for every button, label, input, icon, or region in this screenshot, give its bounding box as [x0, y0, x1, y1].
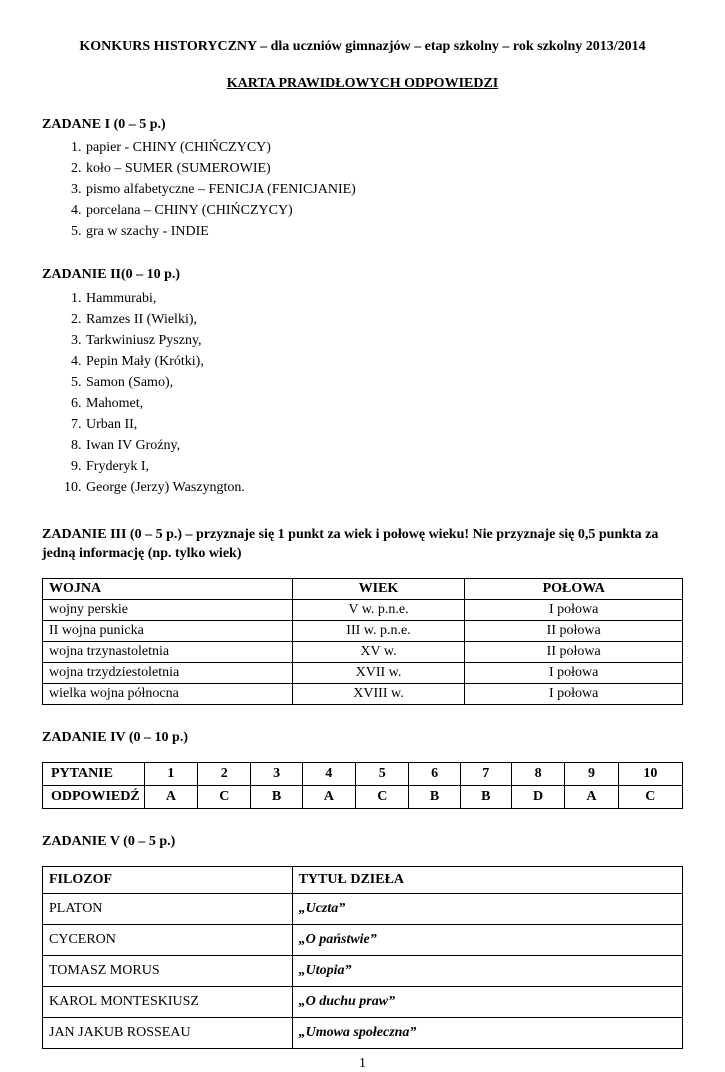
- list-item: 8. Iwan IV Groźny,: [85, 435, 683, 456]
- task3-heading: ZADANIE III (0 – 5 p.) – przyznaje się 1 punkt za wiek i połowę wieku! Nie przyznaje się 0,5 punkta za jedną informację (np. tylko wiek): [42, 527, 659, 562]
- table-header-cell: WIEK: [292, 579, 465, 600]
- table-cell: „Uczta”: [292, 893, 682, 924]
- table-row: [43, 1017, 683, 1048]
- table-row: [43, 785, 683, 808]
- list-item: 2. Ramzes II (Wielki),: [85, 309, 683, 330]
- table-row: [43, 986, 683, 1017]
- table-header-cell: TYTUŁ DZIEŁA: [292, 866, 682, 893]
- table-cell: I połowa: [465, 600, 683, 621]
- table-cell: wielka wojna północna: [43, 684, 293, 705]
- table-cell: I połowa: [465, 684, 683, 705]
- table-cell: 9: [565, 762, 618, 785]
- table-cell: XV w.: [292, 642, 465, 663]
- table-cell: B: [460, 785, 511, 808]
- table-cell: C: [618, 785, 682, 808]
- list-item: 7. Urban II,: [85, 414, 683, 435]
- table-row: [43, 684, 683, 705]
- table-cell: „Utopia”: [292, 955, 682, 986]
- table-cell: A: [302, 785, 355, 808]
- task2-heading: ZADANIE II(0 – 10 p.): [42, 267, 181, 283]
- table-cell: C: [198, 785, 251, 808]
- task5-section: [42, 833, 683, 1049]
- task1-heading: ZADANE I (0 – 5 p.): [42, 116, 166, 132]
- task5-heading: ZADANIE V (0 – 5 p.): [42, 833, 176, 849]
- table-row: [43, 642, 683, 663]
- table-cell: „O duchu praw”: [292, 986, 682, 1017]
- task4-heading: ZADANIE IV (0 – 10 p.): [42, 730, 188, 746]
- table-row: [43, 955, 683, 986]
- philosophers-table: [42, 866, 683, 1049]
- table-row: [43, 663, 683, 684]
- table-cell: A: [144, 785, 197, 808]
- table-cell: „O państwie”: [292, 924, 682, 955]
- table-row: [43, 762, 683, 785]
- table-cell: PLATON: [43, 893, 293, 924]
- table-cell: 4: [302, 762, 355, 785]
- table-cell: wojna trzynastoletnia: [43, 642, 293, 663]
- task1-section: [42, 116, 683, 243]
- table-header-cell: PYTANIE: [43, 762, 145, 785]
- table-cell: wojny perskie: [43, 600, 293, 621]
- table-cell: I połowa: [465, 663, 683, 684]
- list-item: 4. porcelana – CHINY (CHIŃCZYCY): [85, 200, 683, 221]
- table-cell: TOMASZ MORUS: [43, 955, 293, 986]
- list-item: 1. Hammurabi,: [85, 288, 683, 309]
- table-cell: „Umowa społeczna”: [292, 1017, 682, 1048]
- table-cell: 3: [251, 762, 302, 785]
- table-header-cell: WOJNA: [43, 579, 293, 600]
- list-item: 5. gra w szachy - INDIE: [85, 221, 683, 242]
- table-header-cell: POŁOWA: [465, 579, 683, 600]
- list-item: 3. pismo alfabetyczne – FENICJA (FENICJANIE): [85, 179, 683, 200]
- table-cell: C: [356, 785, 409, 808]
- table-header-row: [43, 579, 683, 600]
- table-cell: V w. p.n.e.: [292, 600, 465, 621]
- page-number: 1: [359, 1055, 366, 1071]
- task3-section: [42, 526, 683, 705]
- table-cell: KAROL MONTESKIUSZ: [43, 986, 293, 1017]
- table-header-cell: FILOZOF: [43, 866, 293, 893]
- table-cell: CYCERON: [43, 924, 293, 955]
- task1-list: [42, 137, 683, 242]
- list-item: 3. Tarkwiniusz Pyszny,: [85, 330, 683, 351]
- table-cell: II połowa: [465, 642, 683, 663]
- table-cell: B: [409, 785, 460, 808]
- table-row: [43, 621, 683, 642]
- questions-table: [42, 762, 683, 809]
- table-cell: 1: [144, 762, 197, 785]
- task2-list: [42, 288, 683, 498]
- table-header-row: [43, 866, 683, 893]
- table-row: [43, 893, 683, 924]
- table-cell: 7: [460, 762, 511, 785]
- list-item: 1. papier - CHINY (CHIŃCZYCY): [85, 137, 683, 158]
- table-header-cell: ODPOWIEDŹ: [43, 785, 145, 808]
- table-cell: D: [511, 785, 564, 808]
- wars-table: [42, 578, 683, 705]
- list-item: 9. Fryderyk I,: [85, 456, 683, 477]
- table-cell: II wojna punicka: [43, 621, 293, 642]
- table-row: [43, 924, 683, 955]
- table-cell: 10: [618, 762, 682, 785]
- table-cell: 2: [198, 762, 251, 785]
- list-item: 6. Mahomet,: [85, 393, 683, 414]
- task4-section: [42, 729, 683, 809]
- table-cell: 6: [409, 762, 460, 785]
- table-cell: II połowa: [465, 621, 683, 642]
- table-cell: XVIII w.: [292, 684, 465, 705]
- table-cell: wojna trzydziestoletnia: [43, 663, 293, 684]
- list-item: 2. koło – SUMER (SUMEROWIE): [85, 158, 683, 179]
- table-cell: JAN JAKUB ROSSEAU: [43, 1017, 293, 1048]
- list-item: 5. Samon (Samo),: [85, 372, 683, 393]
- table-cell: A: [565, 785, 618, 808]
- table-row: [43, 600, 683, 621]
- table-cell: III w. p.n.e.: [292, 621, 465, 642]
- table-cell: B: [251, 785, 302, 808]
- document-subtitle: KARTA PRAWIDŁOWYCH ODPOWIEDZI: [226, 75, 499, 91]
- table-cell: 8: [511, 762, 564, 785]
- list-item: 10. George (Jerzy) Waszyngton.: [85, 477, 683, 498]
- list-item: 4. Pepin Mały (Krótki),: [85, 351, 683, 372]
- table-cell: 5: [356, 762, 409, 785]
- task2-section: [42, 266, 683, 498]
- document-title: KONKURS HISTORYCZNY – dla uczniów gimnazjów – etap szkolny – rok szkolny 2013/2014: [79, 39, 646, 54]
- table-cell: XVII w.: [292, 663, 465, 684]
